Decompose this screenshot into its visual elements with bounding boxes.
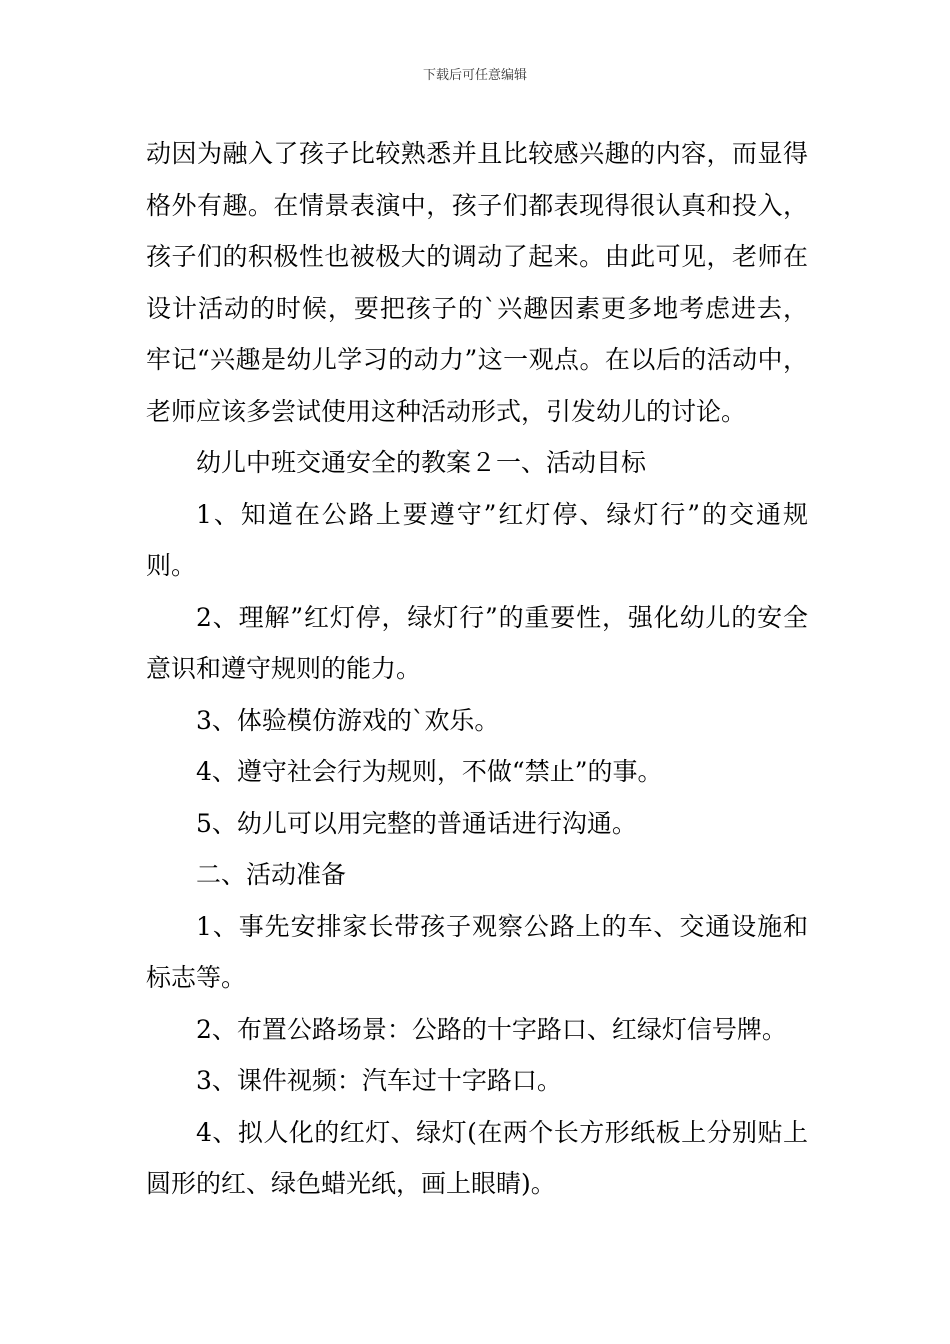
objective-item-3: 3、体验模仿游戏的`欢乐。 bbox=[196, 705, 500, 735]
document-body bbox=[146, 128, 808, 1210]
objective-item-5: 5、幼儿可以用完整的普通话进行沟通。 bbox=[196, 808, 637, 838]
body-paragraph-continued: 动因为融入了孩子比较熟悉并且比较感兴趣的内容，而显得格外有趣。在情景表演中，孩子们都表现得很认真和投入，孩子们的积极性也被极大的调动了起来。由此可见，老师在设计活动的时候，要把孩子的`兴趣因素更多地考虑进去，牢记“兴趣是幼儿学习的动力”这一观点。在以后的活动中，老师应该多尝试使用这种活动形式，引发幼儿的讨论。 bbox=[146, 139, 808, 426]
preparation-item-2: 2、布置公路场景：公路的十字路口、红绿灯信号牌。 bbox=[196, 1014, 787, 1044]
preparation-item-3: 3、课件视频：汽车过十字路口。 bbox=[196, 1066, 562, 1095]
preparation-item-1: 1、事先安排家长带孩子观察公路上的车、交通设施和标志等。 bbox=[146, 911, 808, 992]
objective-item-4: 4、遵守社会行为规则，不做“禁止”的事。 bbox=[196, 757, 663, 786]
section-heading-preparation: 二、活动准备 bbox=[196, 860, 347, 889]
section-title: 幼儿中班交通安全的教案２一、活动目标 bbox=[196, 448, 647, 477]
objective-item-1: 1、知道在公路上要遵守”红灯停、绿灯行”的交通规则。 bbox=[146, 499, 808, 580]
preparation-item-4: 4、拟人化的红灯、绿灯(在两个长方形纸板上分别贴上圆形的红、绿色蜡光纸，画上眼睛)。 bbox=[146, 1117, 808, 1198]
objective-item-2: 2、理解”红灯停，绿灯行”的重要性，强化幼儿的安全意识和遵守规则的能力。 bbox=[146, 602, 808, 683]
page-header: 下载后可任意编辑 bbox=[422, 68, 527, 83]
